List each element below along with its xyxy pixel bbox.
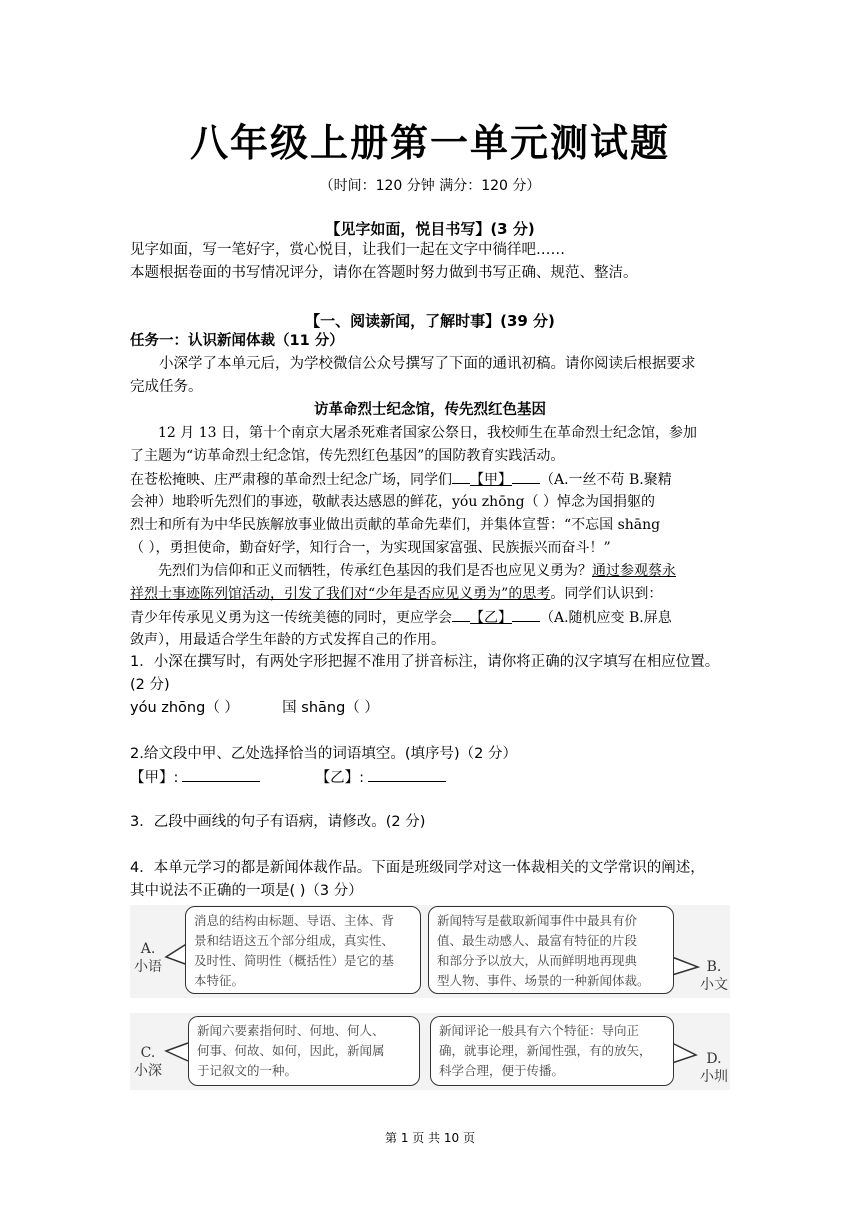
article-p2-line-1 bbox=[130, 469, 730, 490]
bubble-line: 何事、何故、如何，因此，新闻属 bbox=[197, 1043, 385, 1058]
blank-line bbox=[452, 607, 470, 622]
article-p1-line-1: 12 月 13 日，第十个南京大屠杀死难者国家公祭日，我校师生在革命烈士纪念馆，参加 bbox=[158, 425, 697, 441]
blank-line bbox=[512, 607, 540, 622]
writing-line-1: 见字如面，写一笔好字，赏心悦目，让我们一起在文字中徜徉吧…… bbox=[130, 242, 565, 258]
question-2-answers bbox=[130, 767, 730, 788]
article-p3-line-2 bbox=[130, 584, 730, 604]
bubble-d[interactable] bbox=[430, 1016, 674, 1086]
article-p3-line-1 bbox=[130, 561, 730, 581]
question-2: 2.给文段中甲、乙处选择恰当的词语填空。(填序号)（2 分） bbox=[130, 746, 517, 762]
blank-yi-marker: 【乙】 bbox=[470, 610, 512, 626]
answer-slot-youzhong[interactable]: yóu zhōng（ ） bbox=[130, 700, 239, 716]
answer-label-yi: 【乙】: bbox=[315, 770, 364, 786]
bubble-line: 景和结语这五个部分组成，真实性、 bbox=[194, 933, 395, 948]
bubble-line: 科学合理，便于传播。 bbox=[439, 1063, 565, 1078]
speaker-letter: B. bbox=[706, 959, 722, 975]
answer-slot-guoshang[interactable]: 国 shāng（ ） bbox=[282, 700, 379, 716]
speaker-d bbox=[694, 1050, 734, 1086]
bubble-line: 新闻特写是截取新闻事件中最具有价 bbox=[437, 913, 638, 928]
bubble-line: 消息的结构由标题、导语、主体、背 bbox=[194, 913, 395, 928]
question-1-line-2: (2 分) bbox=[130, 677, 170, 693]
article-p2-line-2: 会神）地聆听先烈们的事迹，敬献表达感恩的鲜花，yóu zhōng（ ）悼念为国捐躯的 bbox=[130, 494, 656, 510]
speaker-c bbox=[128, 1044, 168, 1080]
underlined-sentence: 通过参观蔡永 bbox=[592, 563, 676, 579]
page-title: 八年级上册第一单元测试题 bbox=[189, 121, 670, 165]
exam-meta: （时间：120 分钟 满分：120 分） bbox=[319, 178, 541, 194]
page-footer: 第 1 页 共 10 页 bbox=[385, 1131, 475, 1145]
bubble-line: 和部分予以放大，从而鲜明地再现典 bbox=[437, 953, 638, 968]
bubble-line: 型人物、事件、场景的一种新闻体裁。 bbox=[437, 973, 650, 988]
bubble-line: 于记叙文的一种。 bbox=[197, 1063, 298, 1078]
bubble-line: 确，就事论理，新闻性强，有的放矢， bbox=[439, 1043, 652, 1058]
article-text: 先烈们为信仰和正义而牺牲，传承红色基因的我们是否也应见义勇为？ bbox=[158, 563, 592, 579]
bubble-a[interactable] bbox=[185, 906, 421, 994]
speaker-b bbox=[694, 958, 734, 994]
speaker-name: 小深 bbox=[134, 1063, 162, 1079]
speaker-a bbox=[128, 940, 168, 976]
article-text: 青少年传承见义勇为这一传统美德的同时，更应学会 bbox=[130, 610, 452, 626]
answer-blank-yi[interactable] bbox=[368, 767, 446, 782]
intro-line-2: 完成任务。 bbox=[130, 379, 203, 395]
article-text: （A.一丝不苟 B.聚精 bbox=[540, 472, 672, 488]
article-p2-line-3: 烈士和所有为中华民族解放事业做出贡献的革命先辈们，并集体宣誓：“不忘国 shāng bbox=[130, 517, 661, 533]
speaker-name: 小文 bbox=[700, 977, 728, 993]
question-1-answers bbox=[130, 698, 730, 718]
bubble-c[interactable] bbox=[188, 1016, 420, 1086]
article-text: （A.随机应变 B.屏息 bbox=[540, 610, 672, 626]
article-p3-line-3 bbox=[130, 607, 730, 628]
writing-line-2: 本题根据卷面的书写情况评分，请你在答题时努力做到书写正确、规范、整洁。 bbox=[130, 265, 638, 281]
article-text: 。同学们认识到： bbox=[550, 586, 663, 602]
blank-line bbox=[512, 469, 540, 484]
underlined-sentence: 祥烈士事迹陈列馆活动，引发了我们对“少年是否应见义勇为”的思考 bbox=[130, 586, 551, 602]
article-p3-line-4: 敛声），用最适合学生年龄的方式发挥自己的作用。 bbox=[130, 632, 445, 648]
speaker-letter: A. bbox=[140, 941, 156, 957]
speaker-letter: D. bbox=[706, 1051, 722, 1067]
question-4-line-1: 4．本单元学习的都是新闻体裁作品。下面是班级同学对这一体裁相关的文学常识的阐述， bbox=[130, 860, 705, 876]
bubble-line: 值、最生动感人、最富有特征的片段 bbox=[437, 933, 638, 948]
article-p1-line-2: 了主题为“访革命烈士纪念馆，传先烈红色基因”的国防教育实践活动。 bbox=[130, 448, 565, 464]
speaker-letter: C. bbox=[140, 1045, 156, 1061]
article-title: 访革命烈士纪念馆，传先烈红色基因 bbox=[314, 402, 546, 418]
bubble-b[interactable] bbox=[428, 906, 674, 994]
speaker-name: 小圳 bbox=[700, 1069, 728, 1085]
intro-line-1: 小深学了本单元后，为学校微信公众号撰写了下面的通讯初稿。请你阅读后根据要求 bbox=[159, 356, 696, 372]
article-text: 在苍松掩映、庄严肃穆的革命烈士纪念广场，同学们 bbox=[130, 472, 452, 488]
writing-heading: 【见字如面，悦目书写】(3 分) bbox=[325, 220, 535, 238]
section1-heading: 【一、阅读新闻，了解时事】(39 分) bbox=[305, 312, 555, 330]
question-4-line-2: 其中说法不正确的一项是( )（3 分） bbox=[130, 883, 363, 899]
answer-blank-jia[interactable] bbox=[182, 767, 260, 782]
bubble-line: 新闻六要素指何时、何地、何人、 bbox=[197, 1023, 385, 1038]
answer-label-jia: 【甲】: bbox=[130, 770, 179, 786]
blank-line bbox=[452, 469, 470, 484]
bubble-line: 新闻评论一般具有六个特征：导向正 bbox=[439, 1023, 640, 1038]
speaker-name: 小语 bbox=[134, 959, 162, 975]
article-p2-line-4: （ ），勇担使命，勤奋好学，知行合一，为实现国家富强、民族振兴而奋斗！” bbox=[130, 540, 611, 556]
bubble-line: 本特征。 bbox=[194, 973, 245, 988]
question-1-line-1: 1．小深在撰写时，有两处字形把握不准用了拼音标注，请你将正确的汉字填写在相应位置。 bbox=[130, 654, 720, 670]
task1-heading: 任务一：认识新闻体裁（11 分） bbox=[130, 333, 344, 349]
bubble-line: 及时性、简明性（概括性）是它的基 bbox=[194, 953, 395, 968]
blank-jia-marker: 【甲】 bbox=[470, 472, 512, 488]
question-3: 3．乙段中画线的句子有语病，请修改。(2 分) bbox=[130, 814, 426, 830]
